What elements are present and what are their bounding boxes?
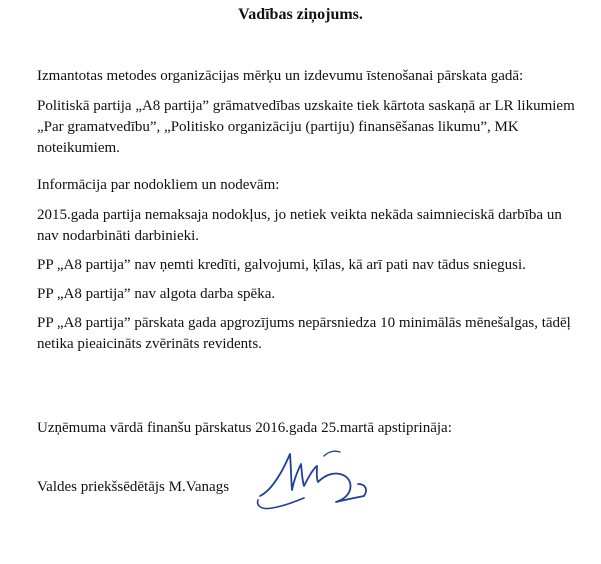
taxes-2015-paragraph: 2015.gada partija nemaksaja nodokļus, jo netiek veikta nekāda saimnieciskā darbība un nav nodarbināti darbinieki. bbox=[37, 207, 562, 244]
signature-stroke-accent bbox=[324, 451, 340, 456]
labor-paragraph: PP „A8 partija” nav algota darba spēka. bbox=[37, 286, 276, 302]
signatory-line: Valdes priekšsēdētājs M.Vanags bbox=[37, 479, 230, 495]
turnover-paragraph: PP „A8 partija” pārskata gada apgrozījums nepārsniedza 10 minimālās mēnešalgas, tādēļ netika pieaicināts zvērināts revidents. bbox=[37, 315, 571, 352]
methods-intro-paragraph: Izmantotas metodes organizācijas mērķu un izdevumu īstenošanai pārskata gadā: bbox=[37, 68, 524, 84]
handwritten-signature bbox=[254, 436, 389, 516]
signature-stroke-underline bbox=[258, 498, 304, 509]
taxes-intro-paragraph: Informācija par nodokliem un nodevām: bbox=[37, 177, 280, 193]
signature-stroke-main bbox=[260, 454, 366, 502]
approval-paragraph: Uzņēmuma vārdā finanšu pārskatus 2016.gada 25.martā apstiprināja: bbox=[37, 420, 452, 436]
credits-paragraph: PP „A8 partija” nav ņemti kredīti, galvojumi, ķīlas, kā arī pati nav tādus sniegusi. bbox=[37, 257, 526, 273]
accounting-paragraph: Politiskā partija „A8 partija” grāmatvedības uzskaite tiek kārtota saskaņā ar LR likumiem „Par gramatvedību”, „Politisko organizāciju (partiju) finansēšanas likumu”, MK noteikumiem. bbox=[37, 98, 575, 156]
document-title: Vadības ziņojums. bbox=[238, 6, 363, 23]
